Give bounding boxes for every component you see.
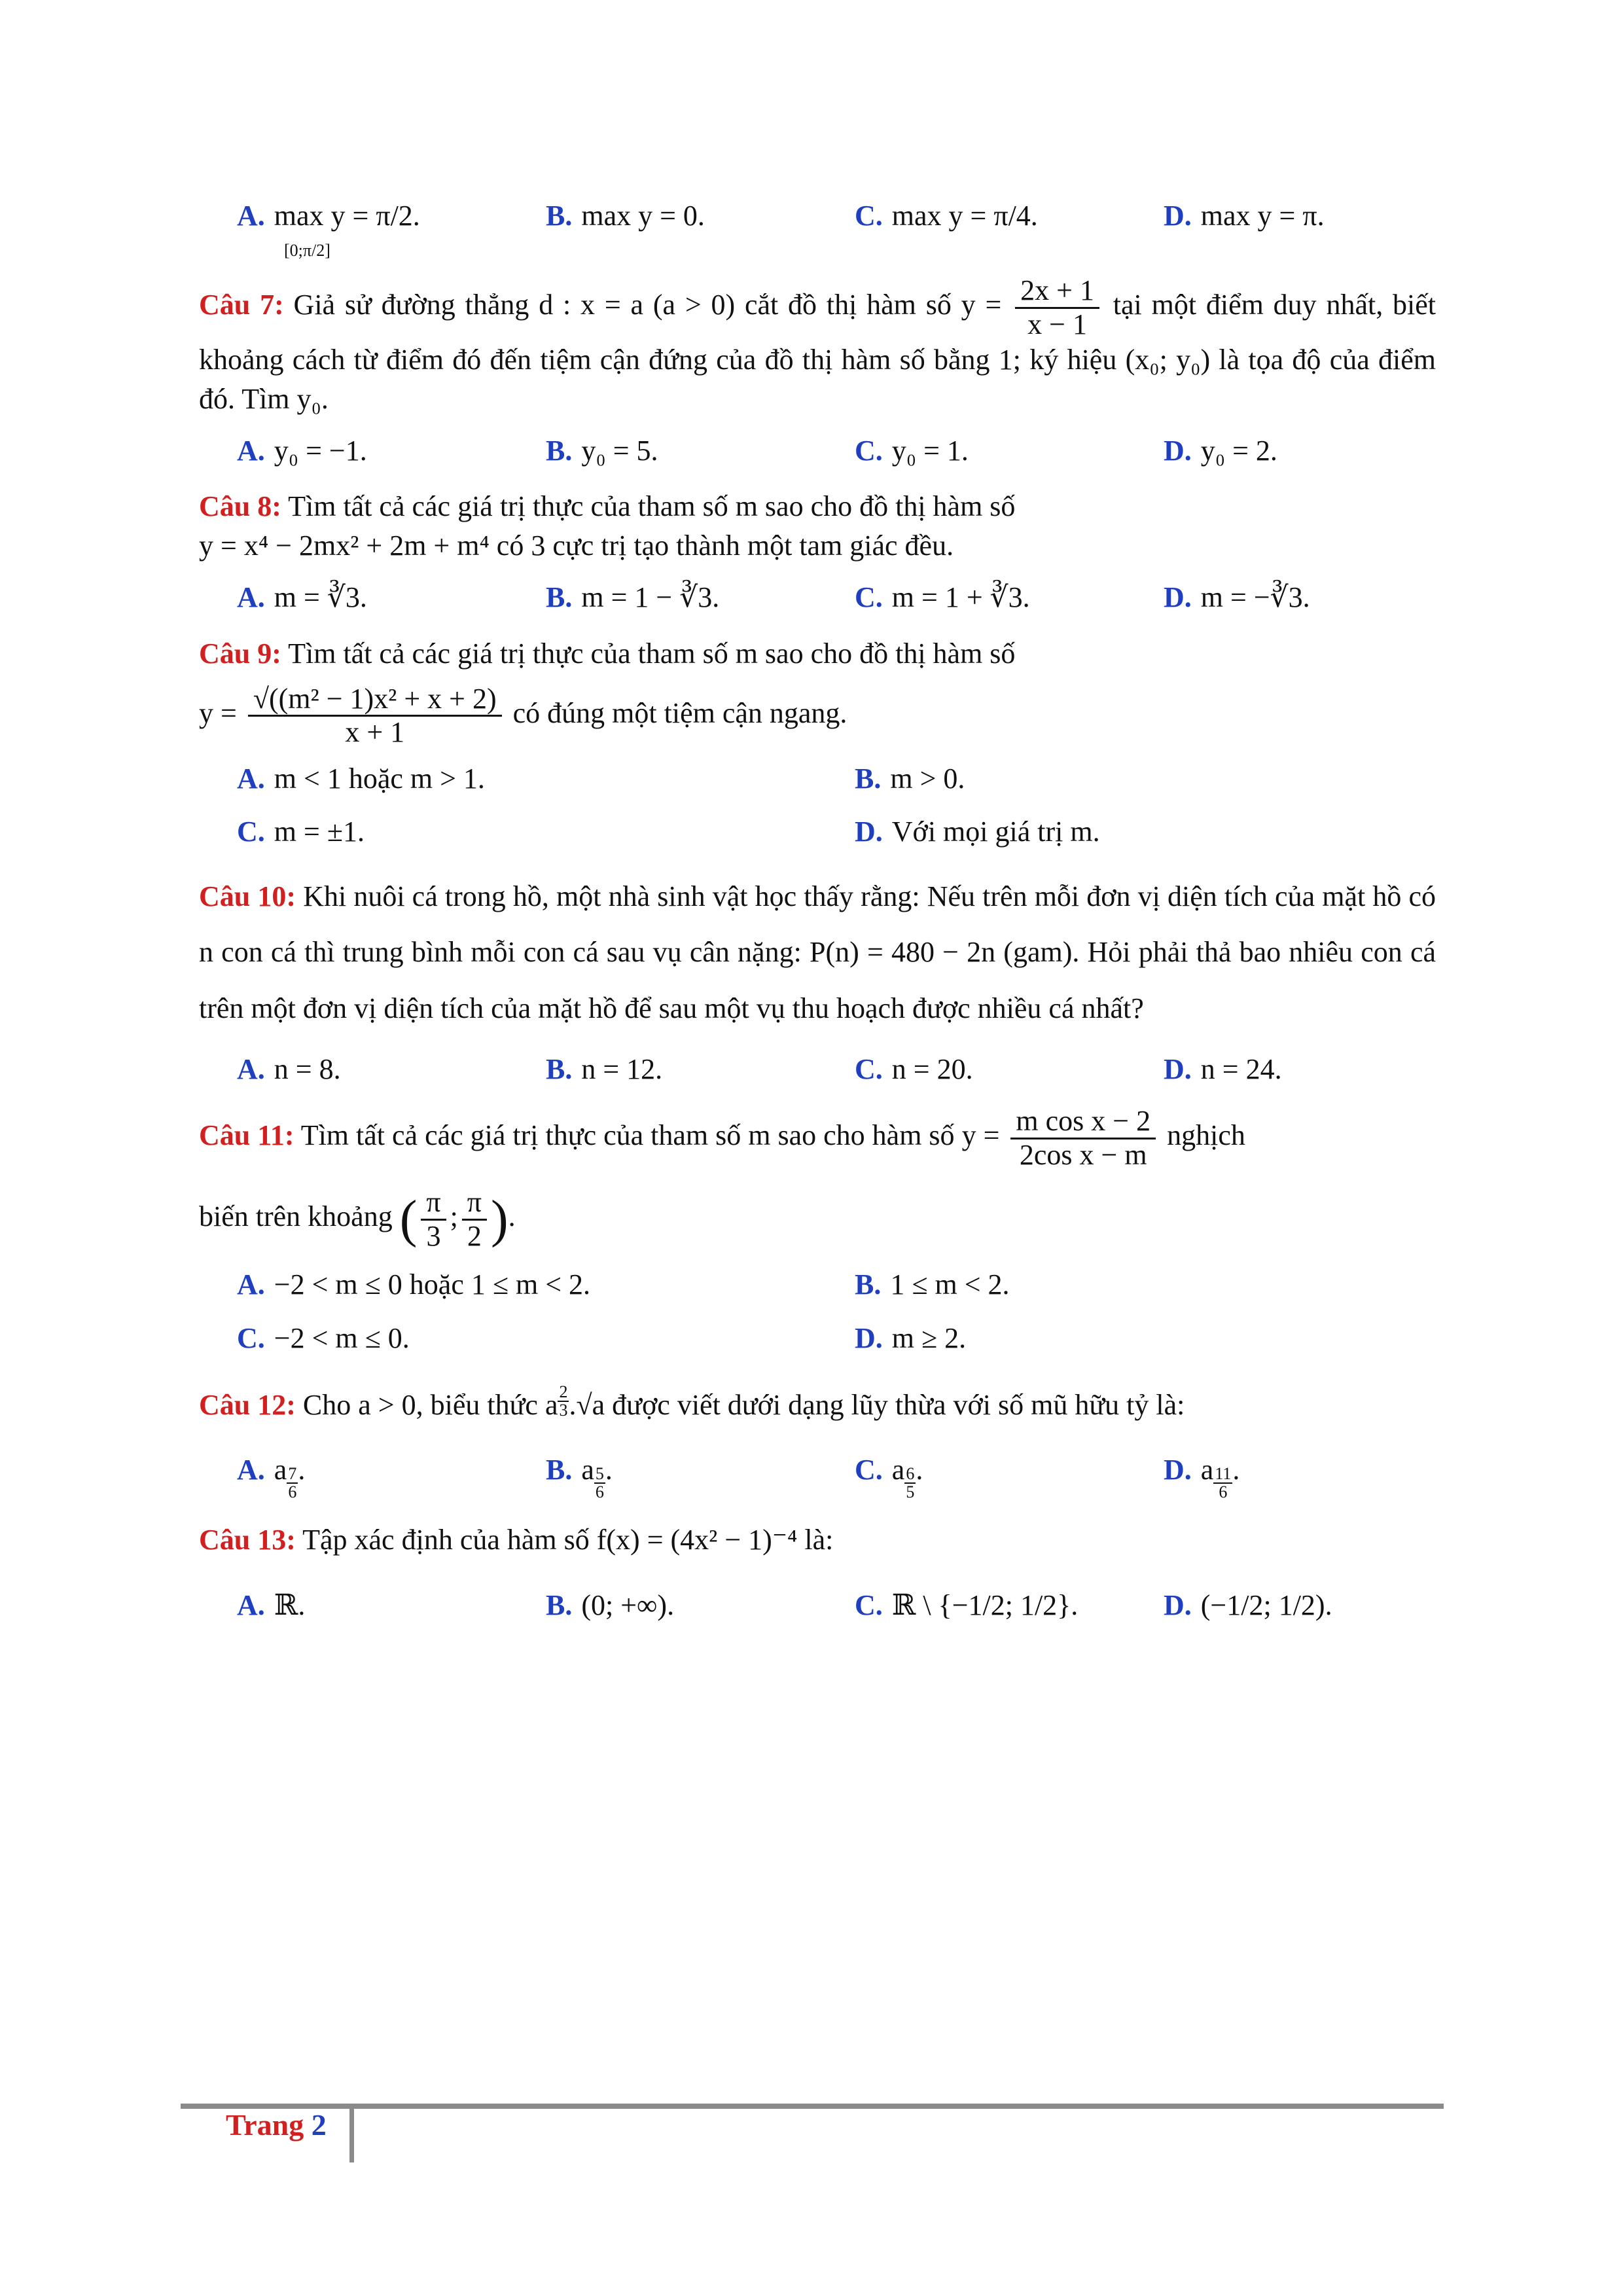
q7-title: Câu 7:	[199, 289, 284, 321]
q10-title: Câu 10:	[199, 880, 296, 912]
q6-option-a[interactable]: A. max y = π/2.	[199, 196, 508, 235]
q11-option-d[interactable]: D. m ≥ 2.	[855, 1321, 967, 1354]
q12-text1: Cho a > 0, biểu thức	[302, 1388, 538, 1421]
question-7	[199, 275, 1436, 418]
q11-text2: nghịch	[1167, 1119, 1245, 1152]
footer-label: Trang	[226, 2108, 304, 2142]
q8-option-d[interactable]: D. m = −∛3.	[1164, 581, 1310, 614]
q7-options	[199, 431, 1436, 470]
q12-option-d[interactable]: D. a $\frac{11}{6}$ .	[1164, 1454, 1240, 1502]
q6-option-b[interactable]: B. max y = 0.	[508, 196, 817, 235]
q7-option-a[interactable]: A. y₀ = −1.	[237, 435, 367, 467]
q8-text2: y = x⁴ − 2mx² + 2m + m⁴ có 3 cực trị tạo thành một tam giác đều.	[199, 529, 954, 562]
q8-title: Câu 8:	[199, 490, 281, 523]
q10-option-a[interactable]: A. n = 8.	[237, 1052, 341, 1085]
q12-title: Câu 12:	[199, 1388, 296, 1421]
q13-option-d[interactable]: D. (−1/2; 1/2).	[1164, 1588, 1332, 1621]
q6-options	[199, 196, 1436, 235]
q7-func-lhs: y =	[961, 289, 1002, 321]
q10-option-c[interactable]: C. n = 20.	[855, 1052, 973, 1085]
q13-title: Câu 13:	[199, 1524, 296, 1556]
question-12	[199, 1384, 1436, 1424]
q13-option-b[interactable]: B. (0; +∞).	[546, 1588, 675, 1621]
q12-text2: được viết dưới dạng lũy thừa với số mũ hữu tỷ là:	[612, 1388, 1185, 1421]
footer-vertical-bar	[349, 2104, 354, 2162]
q10-option-b[interactable]: B. n = 12.	[546, 1052, 663, 1085]
q13-option-c[interactable]: C. ℝ \ {−1/2; 1/2}.	[855, 1588, 1079, 1621]
q10-text: Khi nuôi cá trong hồ, một nhà sinh vật học thấy rằng: Nếu trên mỗi đơn vị diện tích của mặt hồ có n con cá thì trung bình mỗi con cá sau vụ cân nặng: P(n) = 480 − 2n (gam). Hỏi phải thả bao nhiêu con cá trên một đơn vị diện tích của mặt hồ để sau một vụ thu hoạch được nhiều cá nhất?	[199, 880, 1436, 1025]
q6-interval-note: [0;π/2]	[284, 241, 330, 260]
footer-page-number: 2	[311, 2108, 327, 2142]
q7-option-d[interactable]: D. y₀ = 2.	[1164, 435, 1277, 467]
q11-function-fraction: $\frac{\text{m cos x − 2}}{\text{2cos x − m}}$	[1010, 1105, 1156, 1171]
question-10	[199, 869, 1436, 1037]
q9-option-a[interactable]: A. m < 1 hoặc m > 1.	[237, 762, 485, 795]
q13-expression: f(x) = (4x² − 1)⁻⁴	[596, 1524, 798, 1556]
q13-options	[199, 1586, 1436, 1624]
q9-function-line: y = $\frac{\text{√((m² − 1)x² + x + 2)}}{x + 1}$ có đúng một tiệm cận ngang.	[199, 683, 847, 749]
q9-text1: Tìm tất cả các giá trị thực của tham số m sao cho đồ thị hàm số	[288, 637, 1016, 670]
q9-text2: có đúng một tiệm cận ngang.	[512, 696, 847, 729]
footer-divider	[181, 2104, 1444, 2109]
q9-option-d[interactable]: D. Với mọi giá trị m.	[855, 816, 1100, 848]
q11-interval-a: $\frac{\pi}{3}$	[421, 1187, 446, 1252]
question-11: Câu 11: Tìm tất cả các giá trị thực của tham số m sao cho hàm số y = $\frac{\text{m cos x − 2}}{\text{2cos x − m}}$ nghịch biến trên khoảng ( $\frac{\pi}{3}$ ; $\frac{\pi}{2}$ ).	[199, 1105, 1436, 1255]
q9-option-b[interactable]: B. m > 0.	[855, 762, 965, 795]
q12-expression: a $\frac{2}{3}$ .√a	[544, 1382, 605, 1421]
page-footer	[226, 2108, 327, 2142]
q12-option-c[interactable]: C. a $\frac{6}{5}$ .	[855, 1454, 923, 1502]
q6-option-d-text: max y = π.	[1200, 200, 1325, 232]
q6-option-d[interactable]: D. max y = π.	[1126, 196, 1435, 235]
q10-options	[199, 1050, 1436, 1088]
q13-text1: Tập xác định của hàm số	[302, 1524, 590, 1556]
q8-option-c[interactable]: C. m = 1 + ∛3.	[855, 581, 1030, 614]
question-9	[199, 634, 1436, 749]
q12-option-a[interactable]: A. a $\frac{7}{6}$ .	[237, 1454, 306, 1502]
q11-interval-b: $\frac{\pi}{2}$	[462, 1187, 487, 1252]
q6-option-c[interactable]: C. max y = π/4.	[817, 196, 1126, 235]
q12-option-b[interactable]: B. a $\frac{5}{6}$ .	[546, 1454, 613, 1502]
q11-options	[199, 1265, 1436, 1357]
question-13	[199, 1520, 1436, 1559]
q7-option-b[interactable]: B. y₀ = 5.	[546, 435, 658, 467]
q8-options	[199, 578, 1436, 617]
q9-option-c[interactable]: C. m = ±1.	[237, 816, 365, 848]
question-8	[199, 487, 1436, 565]
q11-text1: Tìm tất cả các giá trị thực của tham số m sao cho hàm số	[300, 1119, 955, 1152]
q7-text2: tại một điểm duy nhất, biết khoảng cách từ điểm đó đến tiệm cận đứng của đồ thị hàm số bằng 1; ký hiệu (x₀; y₀) là tọa độ của điểm đó. Tìm y₀.	[199, 289, 1436, 415]
q11-interval-line: biến trên khoảng ( $\frac{\pi}{3}$ ; $\frac{\pi}{2}$ ).	[199, 1186, 516, 1252]
q6-option-c-text: max y = π/4.	[891, 200, 1038, 232]
q6-option-b-text: max y = 0.	[581, 200, 705, 232]
q9-function-fraction: $\frac{\text{√((m² − 1)x² + x + 2)}}{x + 1}$	[248, 683, 502, 749]
q9-title: Câu 9:	[199, 637, 281, 670]
q7-text1: Giả sử đường thẳng d : x = a (a > 0) cắt đồ thị hàm số	[293, 289, 952, 321]
q6-option-a-text: max y = π/2.	[274, 200, 420, 232]
q9-options	[199, 759, 1436, 852]
q8-text1: Tìm tất cả các giá trị thực của tham số m sao cho đồ thị hàm số	[288, 490, 1016, 523]
q11-option-a[interactable]: A. −2 < m ≤ 0 hoặc 1 ≤ m < 2.	[237, 1268, 591, 1301]
q13-option-a[interactable]: A. ℝ.	[237, 1588, 306, 1621]
q7-function-fraction: $\frac{2x + 1}{x - 1}$	[1015, 275, 1099, 340]
q8-option-b[interactable]: B. m = 1 − ∛3.	[546, 581, 720, 614]
q11-option-c[interactable]: C. −2 < m ≤ 0.	[237, 1321, 410, 1354]
page-content	[199, 196, 1436, 1641]
q8-option-a[interactable]: A. m = ∛3.	[237, 581, 367, 614]
q11-title: Câu 11:	[199, 1119, 294, 1152]
q13-text2: là:	[804, 1524, 834, 1556]
q11-option-b[interactable]: B. 1 ≤ m < 2.	[855, 1268, 1010, 1301]
q7-option-c[interactable]: C. y₀ = 1.	[855, 435, 969, 467]
q11-text3: biến trên khoảng	[199, 1200, 393, 1233]
q12-options	[199, 1450, 1436, 1501]
q10-option-d[interactable]: D. n = 24.	[1164, 1052, 1282, 1085]
